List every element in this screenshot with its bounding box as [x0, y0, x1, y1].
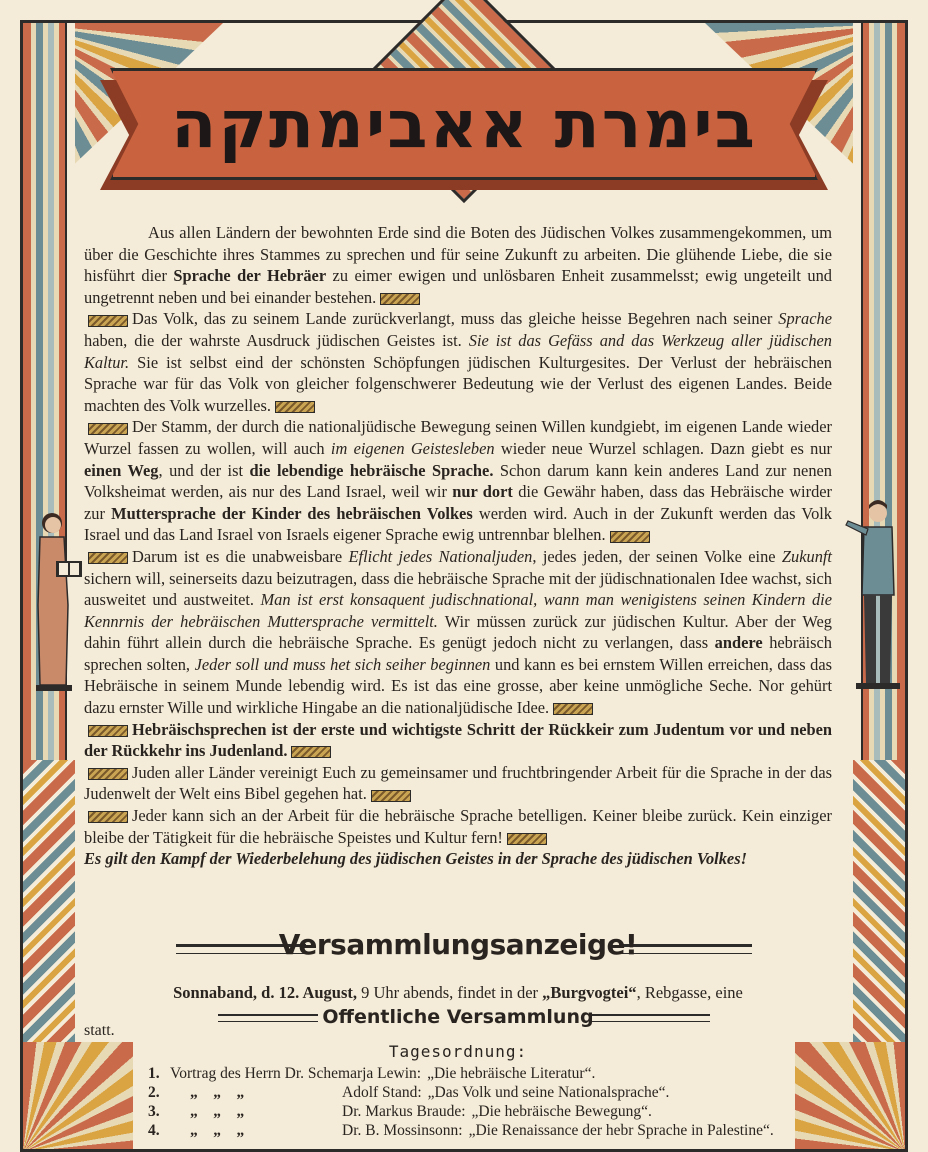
paragraph-end-ornament	[291, 746, 331, 758]
paragraph-end-ornament	[553, 703, 593, 715]
agenda-speaker: Adolf Stand:	[342, 1084, 422, 1101]
text-segment: sichern will, seinerseits dazu beizutragen, dass die hebräische Sprache mit der jüdischnationalen Idee wachst, sich ausweitet und austweitet.	[84, 568, 832, 610]
agenda-number: 3.	[148, 1103, 160, 1120]
man-gesturing-figure	[842, 495, 906, 691]
paragraph-ornament	[88, 725, 128, 737]
meeting-date-line	[84, 983, 832, 1003]
agenda-item	[148, 1083, 848, 1102]
text-segment: Muttersprache der Kinder des hebräischen Volkes	[111, 503, 473, 523]
text-segment: Zukunft	[781, 546, 832, 566]
text-segment: werden wird. Auch in der Zukunft werden das Volk Israel und das Land Israel von Israels eigener Sprache ewig untrennbar blelhen.	[84, 503, 833, 545]
meeting-title: Offentliche Versammlung	[322, 1006, 594, 1028]
paragraph-ornament	[88, 552, 128, 564]
manifesto-paragraph	[84, 308, 832, 416]
agenda-topic: „Das Volk und seine Nationalsprache“.	[427, 1084, 670, 1101]
manifesto-paragraph	[84, 416, 832, 546]
meeting-statt: statt.	[84, 1022, 115, 1039]
text-segment: Darum ist es die unabweisbare	[132, 546, 349, 566]
text-segment: die lebendige hebräische Sprache.	[249, 460, 494, 480]
text-segment: , und der ist	[158, 460, 250, 480]
agenda-speaker: Dr. B. Mossinsonn:	[342, 1122, 463, 1139]
manifesto-paragraph	[84, 805, 832, 848]
paragraph-ornament	[88, 423, 128, 435]
poster-title: בימרת אאבימתקה	[171, 85, 757, 163]
text-segment: nur dort	[452, 482, 513, 502]
meeting-time: 9 Uhr abends, findet in der	[357, 983, 543, 1002]
text-segment: im eigenen Geistesleben	[330, 438, 495, 458]
agenda-topic: „Die hebräische Bewegung“.	[471, 1103, 652, 1120]
paragraph-end-ornament	[371, 790, 411, 802]
announcement-heading: Versammlungsanzeige!	[278, 928, 638, 961]
text-segment: hebräisch sprechen solten,	[84, 633, 832, 674]
agenda-item	[148, 1064, 848, 1083]
text-segment: Jeder kann sich an der Arbeit für die hebräische Sprache betelligen. Keiner bleibe zurück. Kein einziger bleibe der Tätigkeit für die hebräische Speistes und Kultur fern!	[84, 806, 832, 847]
manifesto-paragraph	[84, 762, 832, 805]
text-segment: wieder neue Wurzel schlagen. Dazn giebt es nur	[494, 438, 833, 458]
text-segment: Juden aller Länder vereinigt Euch zu gemeinsamer und fruchtbringender Arbeit für die Sprache in der das Judenwelt der Welt eins Bibel gegehen hat.	[84, 762, 832, 804]
manifesto-paragraph	[84, 719, 832, 762]
text-segment: Schon darum kann kein anderes Land zur nenen Volksheimat werden, ais nur des Land Israel, weil wir	[84, 460, 832, 502]
text-segment: die Gewähr haben, dass das Hebräische wirder zur	[84, 482, 832, 523]
text-segment: Das Volk, das zu seinem Lande zurückverlangt, muss das gleiche heisse Begehren nach seiner	[132, 309, 779, 329]
text-segment: haben, die der wahrste Ausdruck jüdischen Geistes ist.	[84, 330, 469, 350]
text-segment: Jeder soll und muss het sich seiher beginnen	[194, 654, 491, 674]
agenda-speaker: Dr. Markus Braude:	[342, 1103, 466, 1120]
agenda-item	[148, 1102, 848, 1121]
text-segment: andere	[714, 633, 763, 653]
text-segment: Sprache	[778, 309, 832, 329]
text-segment: Man ist erst konsaquent judischnational, wann man wenigistens seinen Kindern die Kennrnis der hebräischen Muttersprache vermittelt.	[84, 590, 833, 631]
text-segment: Sie ist selbst eind der schönsten Schöpfungen jüdischen Kulturgesites. Der Verlust der hebräischen Sprache war für das Volk von gleicher folgenschwerer Bedeutung wie der Verlust des eigenen Landes. Beide machten des Volk wurzelles.	[84, 352, 832, 415]
agenda-ditto-marks: „ „ „	[190, 1084, 245, 1101]
manifesto-paragraph	[84, 222, 832, 308]
agenda-ditto-marks: „ „ „	[190, 1122, 245, 1139]
text-segment: und kann es bei ernstem Willen erreichen, dass das Hebräische in seinem Munde lebendig wird. Es ist das eine grosse, aber keine unmögliche Seche. Nor gehürt dazu ernster Wille und wirkliche Hingabe an die nationaljüdische Idee.	[84, 654, 832, 718]
text-segment: Hebräischsprechen ist der erste und wichtigste Schritt der Rückkeir zum Judentum vor und neben der Rückkehr ins Judenland.	[84, 719, 832, 761]
paragraph-end-ornament	[275, 401, 315, 413]
agenda-topic: „Die hebräische Literatur“.	[427, 1065, 596, 1082]
manifesto-paragraph	[84, 848, 832, 870]
text-segment: Aus allen Ländern der bewohnten Erde sind die Boten des Jüdischen Volkes zusammengekommen, um über die Geschichte ihres Stammes zu sprechen und für seine Zukunft zu arbeiten. Die glühende Liebe, die sie hisführt dier	[84, 223, 832, 286]
text-segment: Es gilt den Kampf der Wiederbelehung des jüdischen Geistes in der Sprache des jüdischen Volkes!	[84, 849, 747, 869]
text-segment: Sprache der Hebräer	[173, 266, 327, 286]
agenda-number: 2.	[148, 1084, 160, 1101]
paragraph-ornament	[88, 768, 128, 780]
paragraph-ornament	[88, 811, 128, 823]
manifesto-paragraph	[84, 546, 832, 719]
text-segment: Wir müssen zurück zur jüdischen Kultur. Aber der Weg dahin führt allein durch die hebräische Sprache. Es genügt jedoch nicht zu verlangen, dass	[84, 611, 832, 653]
agenda-speaker: Vortrag des Herrn Dr. Schemarja Lewin:	[170, 1065, 422, 1082]
text-segment: zu eimer ewigen und unlösbaren Enheit zusammelsst; ewig ungeteilt und ungetrennt neben und bei einander bestehen.	[84, 266, 832, 307]
paragraph-end-ornament	[507, 833, 547, 845]
manifesto-body	[84, 222, 832, 870]
agenda-number: 4.	[148, 1122, 160, 1139]
text-segment: einen Weg	[84, 460, 159, 480]
agenda-number: 1.	[148, 1065, 160, 1082]
agenda-topic: „Die Renaissance der hebr Sprache in Palestine“.	[468, 1122, 774, 1139]
text-segment: Eflicht jedes Nationaljuden	[348, 546, 533, 566]
agenda-item	[148, 1121, 848, 1140]
paragraph-end-ornament	[610, 531, 650, 543]
paragraph-end-ornament	[380, 293, 420, 305]
paragraph-ornament	[88, 315, 128, 327]
meeting-date: Sonnaband, d. 12. August,	[173, 983, 358, 1002]
agenda-ditto-marks: „ „ „	[190, 1103, 245, 1120]
text-segment: , jedes jeden, der seinen Volke eine	[532, 546, 782, 566]
woman-reading-figure	[22, 505, 84, 695]
agenda-heading: Tagesordnung:	[388, 1042, 528, 1061]
agenda-list	[148, 1064, 848, 1140]
text-segment: Sie ist das Gefäss and das Werkzeug aller jüdischen Kaltur.	[84, 330, 832, 372]
meeting-venue: „Burgvogtei“	[542, 983, 637, 1002]
text-segment: Der Stamm, der durch die nationaljüdische Bewegung seinen Willen kundgiebt, im eigenen Lande wieder Wurzel fassen zu wollen, will auch	[84, 417, 832, 458]
meeting-address: , Rebgasse, eine	[636, 983, 743, 1002]
